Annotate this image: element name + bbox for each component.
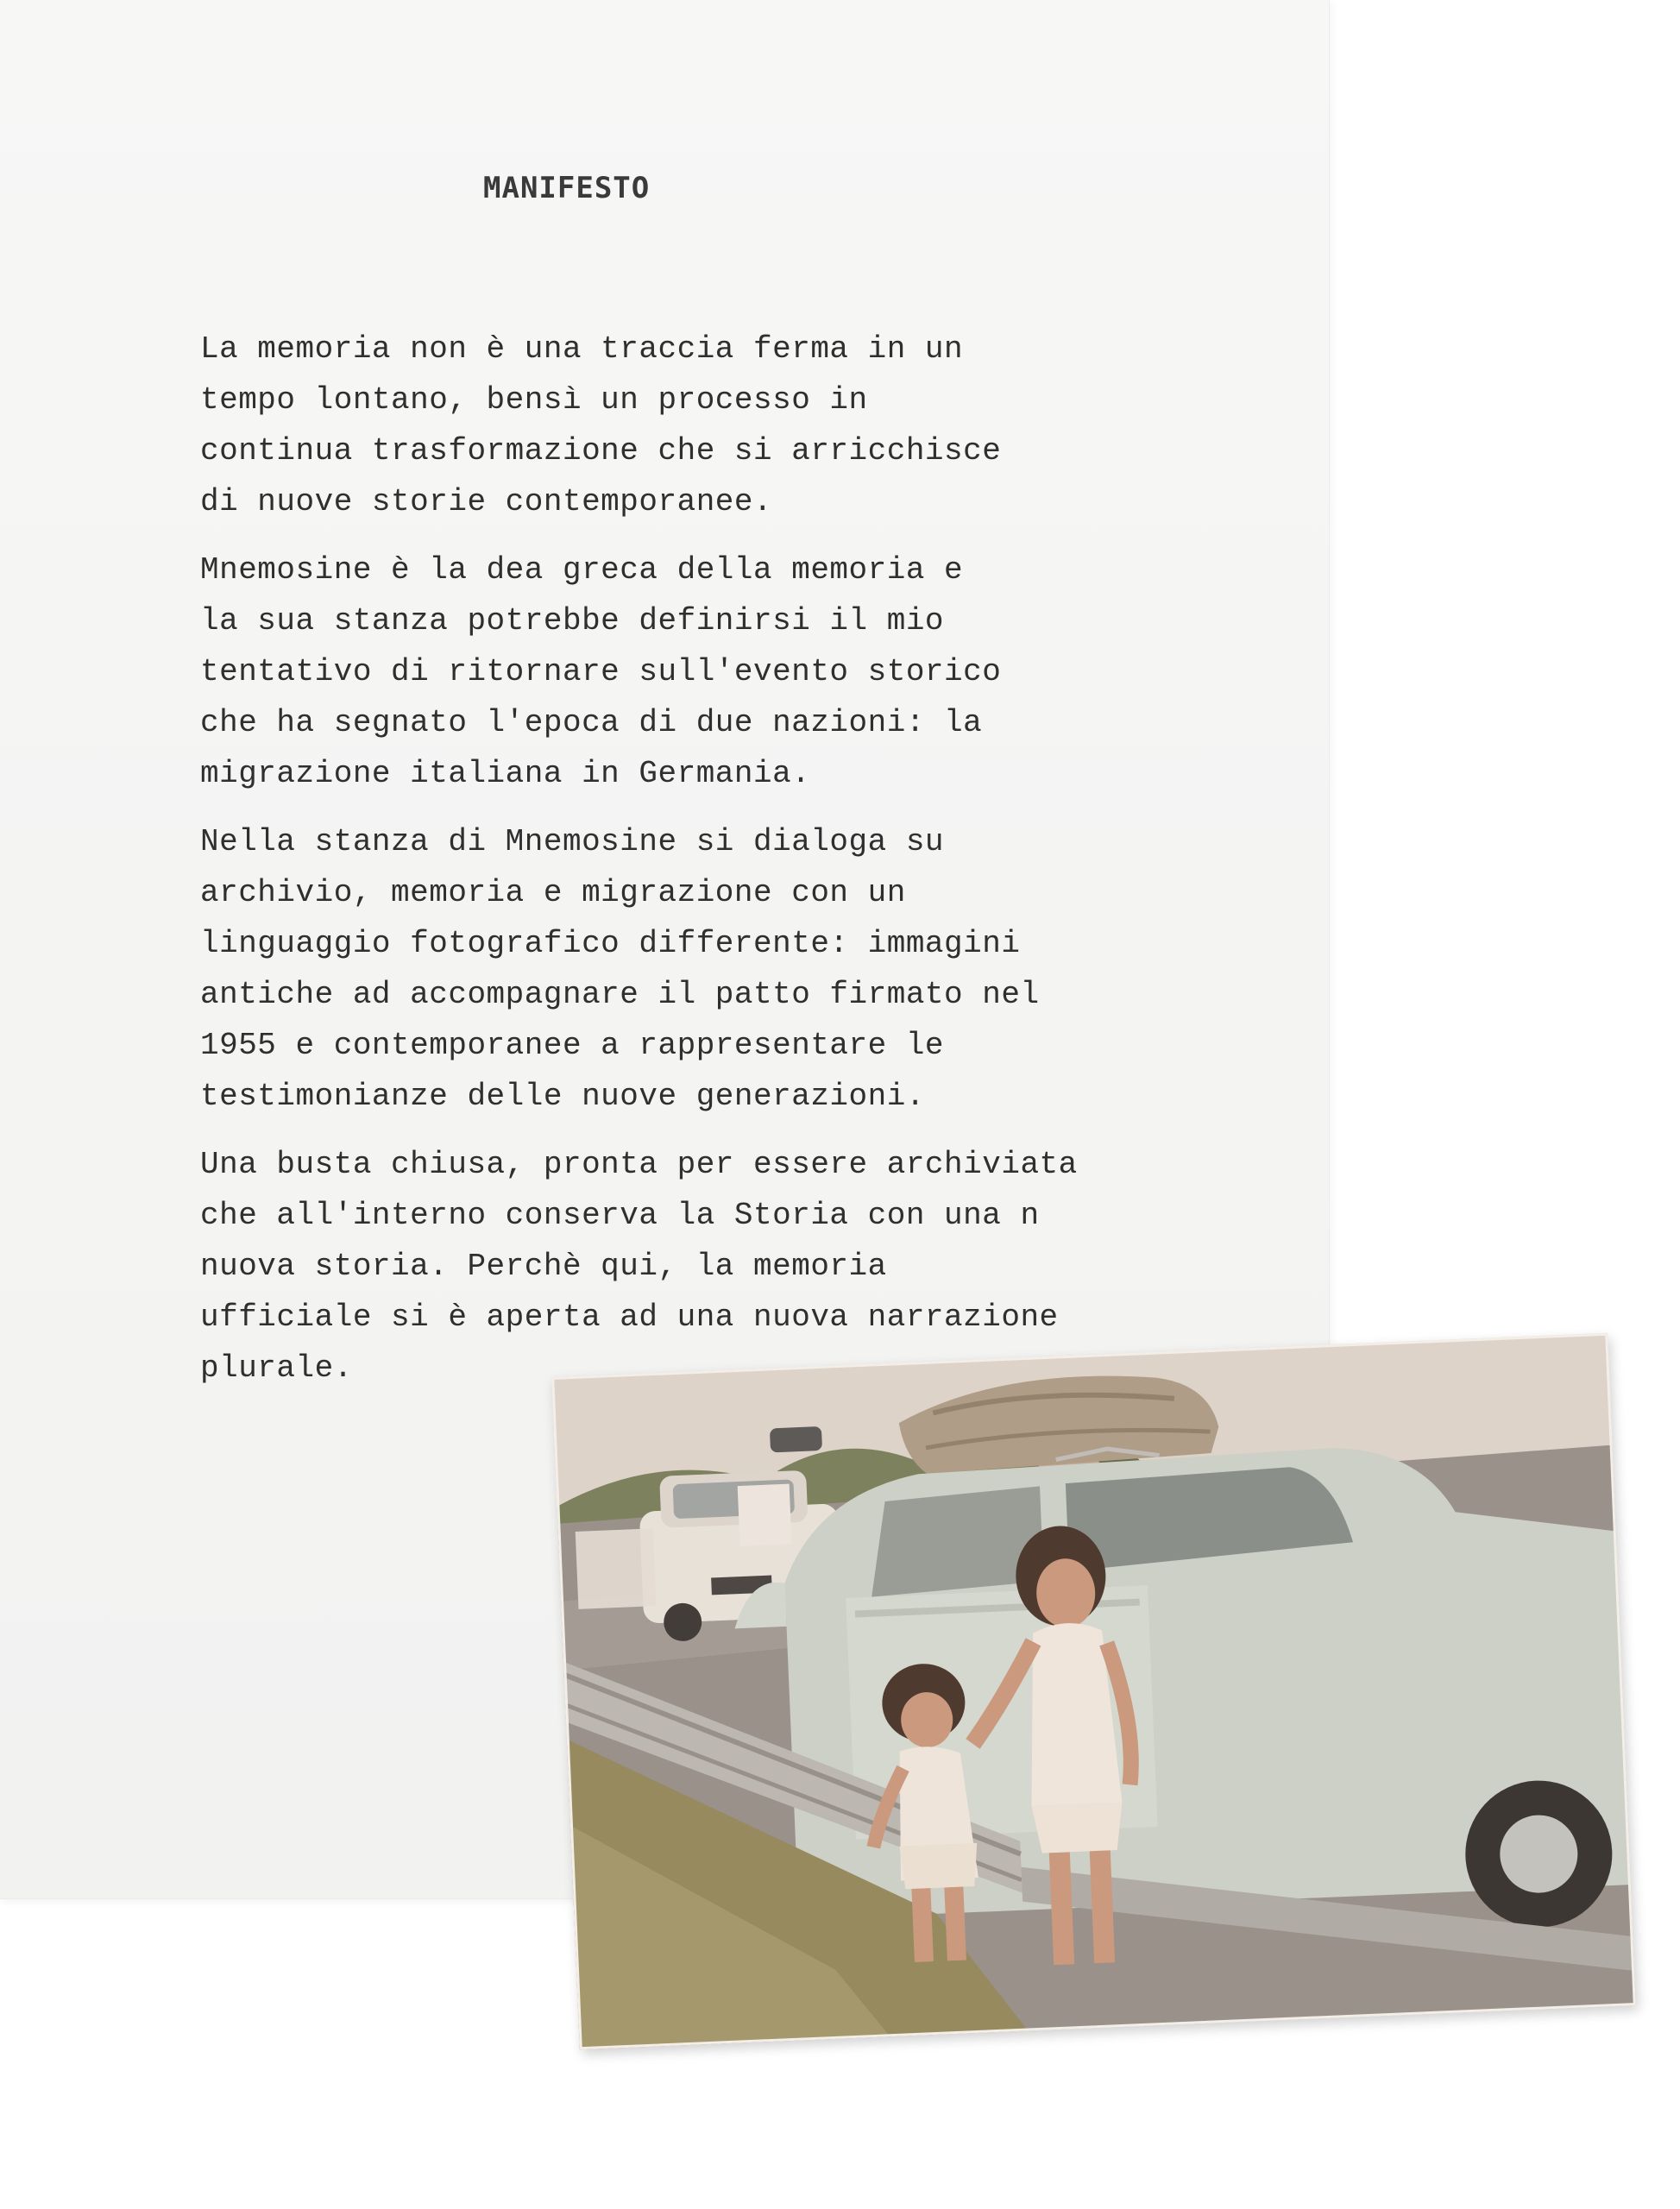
text-line: testimonianze delle nuove generazioni. xyxy=(200,1079,925,1114)
text-line: Nella stanza di Mnemosine si dialoga su xyxy=(200,824,945,859)
text-line: linguaggio fotografico differente: immagini xyxy=(200,926,1021,961)
text-line: tempo lontano, bensì un processo in xyxy=(200,382,868,418)
text-line: 1955 e contemporanee a rappresentare le xyxy=(200,1028,945,1063)
paragraph xyxy=(200,1139,1192,1394)
text-line: che all'interno conserva la Storia con una n xyxy=(200,1198,1040,1233)
paragraph xyxy=(200,816,1192,1122)
text-line: tentativo di ritornare sull'evento storico xyxy=(200,654,1002,689)
vintage-photograph xyxy=(551,1333,1636,2050)
text-line: ufficiale si è aperta ad una nuova narrazione xyxy=(200,1300,1059,1335)
text-line: Mnemosine è la dea greca della memoria e xyxy=(200,552,964,588)
text-line: plurale. xyxy=(200,1350,353,1386)
text-line: archivio, memoria e migrazione con un xyxy=(200,875,906,910)
paragraph xyxy=(200,324,1192,527)
text-line: nuova storia. Perchè qui, la memoria xyxy=(200,1249,887,1284)
text-line: che ha segnato l'epoca di due nazioni: la xyxy=(200,705,983,740)
document-body xyxy=(200,324,1192,1411)
text-line: continua trasformazione che si arricchisce xyxy=(200,433,1002,469)
text-line: di nuove storie contemporanee. xyxy=(200,484,773,519)
text-line: Una busta chiusa, pronta per essere archiviata xyxy=(200,1147,1078,1182)
text-line: la sua stanza potrebbe definirsi il mio xyxy=(200,603,945,639)
paragraph xyxy=(200,544,1192,799)
photo-illustration xyxy=(551,1333,1636,2050)
text-line: migrazione italiana in Germania. xyxy=(200,756,811,791)
document-title: MANIFESTO xyxy=(483,171,651,205)
text-line: antiche ad accompagnare il patto firmato nel xyxy=(200,977,1040,1012)
text-line: La memoria non è una traccia ferma in un xyxy=(200,331,964,367)
